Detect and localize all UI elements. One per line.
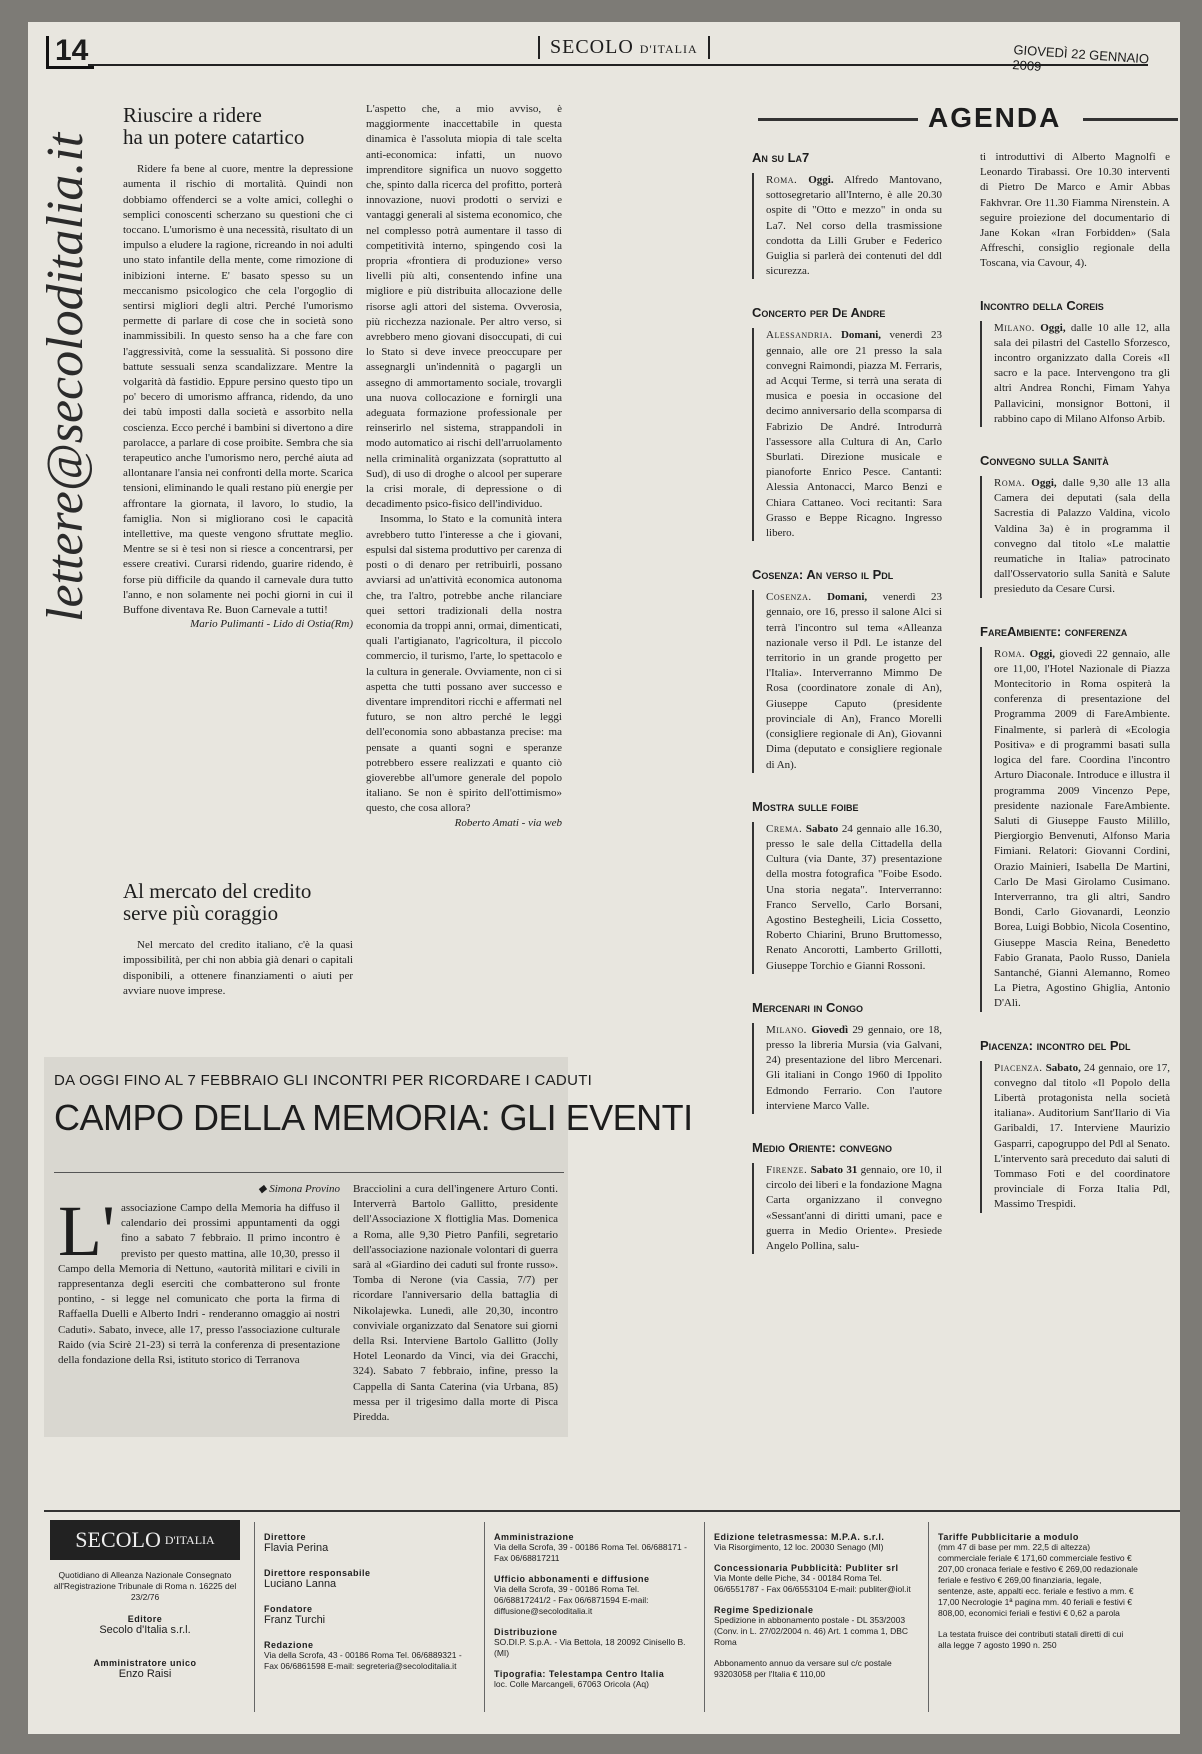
event-place: Piacenza. [994, 1061, 1043, 1074]
event-body [752, 328, 942, 541]
event-title: Cosenza: An verso il Pdl [752, 567, 894, 583]
event-title: Mercenari in Congo [752, 999, 863, 1015]
tariffe-value: (mm 47 di base per mm. 22,5 di altezza) commerciale feriale € 171,60 commerciale festivo € 207,00 cronaca feriale e festivo € 269,00 redazionale feriale e festivo € 269,00 finanziaria, legale, sentenze, aste, appalti ecc. feriale e festivo a mm. € 17,00 Necrologie 1ª pagina mm. 40 feriali e festivi € 808,00, economici feriali e festivi € 0,62 a parola [938, 1542, 1138, 1618]
agenda-event [752, 567, 942, 772]
event-body [980, 647, 1170, 1012]
agenda-event [980, 298, 1170, 427]
event-body [980, 321, 1170, 427]
letter1-body [123, 162, 353, 618]
pubblicita-label: Concessionaria Pubblicità: Publiter srl [714, 1563, 899, 1573]
footer-col-tariffe [938, 1532, 1138, 1651]
event-day: Oggi. [808, 174, 834, 186]
footer-divider [704, 1522, 705, 1712]
memoria-col1 [58, 1182, 340, 1368]
agenda-event [980, 624, 1170, 1012]
footer-logo [50, 1520, 240, 1560]
event-title: Concerto per De Andre [752, 305, 886, 321]
letter2-title-line2: serve più coraggio [123, 901, 279, 926]
footer-logo-name: SECOLO [75, 1527, 161, 1552]
direttore-label: Direttore [264, 1532, 307, 1542]
event-day: Domani, [827, 591, 868, 604]
letter2-continued [366, 102, 562, 829]
letter2-body-cont-text: L'aspetto che, a mio avviso, è maggiormente inaccettabile in questa dinamica è l'assoluta miopia di tale scelta anti-economica: infatti, un nuovo imprenditore significa un nuovo soggetto che, spinto dalla ricerca del profitto, porterà innovazione, nuovi prodotti o servizi e vantaggi generali al sistema economico, che nel complesso potrà aumentare il tasso di competitività interno, spingendo così la propria «frontiera di produzione» verso livelli più alti, consentendo infine una migliore e più distribuita allocazione delle risorse agli attori del sistema. Ovverosia, più ricchezza nazionale. Per altro verso, si avrebbero meno giovani disoccupati, di cui lo Stato si deve invece preoccupare per assegnargli un'indennità o pagargli un assegno di ammortamento sociale, trovargli una nuova collocazione e fornirgli una adeguata formazione professionale per reinserirlo nel sistema, strappandoli in modo automatico ai rischi dell'arruolamento nella criminalità organizzata (soprattutto al Sud), di uso di droghe o alcool per superare la crisi morale, di depressione o di decadimento psico-fisico dell'individuo. [366, 103, 562, 511]
event-day: Sabato [805, 822, 839, 835]
letter2-body-start-text: Nel mercato del credito italiano, c'è la quasi impossibilità, per chi non abbia già denari o capitali disponibili, a ottenere finanziamenti o aiuti per avviare nuove imprese. [123, 939, 353, 997]
event-title: An su La7 [752, 150, 810, 165]
resp-label: Direttore responsabile [264, 1568, 371, 1578]
footer-editore [50, 1614, 240, 1636]
event-text: Alfredo Mantovano, sottosegretario all'Interno, è alle 20.30 ospite di "Otto e mezzo" in onda su La7. Nel corso della trasmissione condotta da Lilli Gruber e Federico Guiglia si parlerà dei contenuti del ddl sicurezza. [766, 174, 942, 278]
event-title: Incontro della Coreis [980, 297, 1104, 313]
abbonamento-annuo: Abbonamento annuo da versare sul c/c postale 93203058 per l'Italia € 110,00 [714, 1658, 892, 1679]
event-day: Sabato, [1045, 1061, 1081, 1074]
letter2-title [123, 880, 353, 924]
memoria-title: CAMPO DELLA MEMORIA: GLI EVENTI [54, 1097, 693, 1138]
event-place: Roma. [994, 477, 1026, 490]
event-text: venerdì 23 gennaio, alle ore 21 presso la sala convegni Raimondi, piazza M. Ferraris, ad Acqui Terme, si terrà una serata di musica e poesia in occasione del decimo anniversario della scomparsa di Fabrizio De André. Introdurrà l'assessore alla Cultura di An, Carlo Sburlati. Direzione musicale e pianoforte Enrico Pesce. Cantanti: Alessia Antonacci, Marco Benzi e Chiara Cattaneo. Voci recitanti: Sara Grasso e Beppe Ricagno. Ingresso libero. [766, 329, 942, 540]
footer-col-pubblicita [714, 1532, 919, 1680]
agenda-rule-left [758, 118, 918, 121]
event-body [752, 1023, 942, 1114]
agenda-event [980, 1038, 1170, 1213]
amministrazione-label: Amministrazione [494, 1532, 575, 1542]
redazione-value: Via della Scrofa, 43 - 00186 Roma Tel. 06/6889321 - Fax 06/6861598 E-mail: segreteria@secoloditalia.it [264, 1650, 462, 1671]
event-body [752, 822, 942, 974]
event-text: giovedì 22 gennaio, alle ore 11,00, l'Hotel Nazionale di Piazza Montecitorio in Roma ospiterà la conferenza di presentazione del Programma 2009 di FareAmbiente. Finalmente, si parlerà di «Ecologia Positiva» e di programmi basati sulla logica del fare. Coordina l'incontro Arturo Diaconale. Introduce e illustra il programma 2009 Vincenzo Pepe, presidente nazionale FareAmbiente. Saluti di Giuseppe Fausto Milillo, Piergiorgio Benvenuti, Alfonso Maria Fimiani. Relatori: Giovanni Cordini, Orazio Mainieri, Isabella De Martini, Carlo De Masi Girolamo Cusimano. Interverranno, tra gli altri, Sandro Bondi, Carlo Giovanardi, Leonzio Borea, Luigi Bobbio, Nicola Cosentino, Giuseppe Mascia Reina, Benedetto Fabio Granata, Paolo Russo, Daniela Santanché, Gianni Alemanno, Romeo La Pietra, Agostino Ghiglia, Antonio D'Alì. [994, 647, 1171, 1010]
memoria-author: ◆ Simona Provino [258, 1183, 340, 1195]
memoria-dropcap: L' [58, 1191, 115, 1271]
memoria-rule [54, 1172, 564, 1173]
tipografia-label: Tipografia: Telestampa Centro Italia [494, 1669, 665, 1679]
letter2-signature: Roberto Amati - via web [454, 816, 562, 829]
letter1-body-text: Ridere fa bene al cuore, mentre la depressione aumenta il rischio di mortalità. Quindi non dobbiamo offenderci se a volte amici, colleghi o semplici conoscenti scherzano su questioni che ci toccano. L'umorismo è una necessità, risultato di un impulso a eludere la ragione, ricreando in noi adulti uno stato infantile della mente, come rimozione di inibizioni interne. E' basato spesso su un meccanismo psicologico che cela l'orgoglio di sentirsi migliori degli altri. Perché l'umorismo permette di parlare di cose che in società sono inammissibili. In questo senso ha a che fare con l'aggressività, come la sessualità. Si possono dire battute sessuali senza scandalizzare. Mentre la volgarità dà fastidio. Eppure persino questo tipo un po' becero di umorismo affranca, ridendo, da uno dei tabù imposti dalla società e assorbito nella coscienza. Ecco perché i bambini si divertono a dire parolacce, a parlare di cose proibite. Sembra che sia terapeutico anche l'umorismo nero, perché aiuta ad allontanare l'ansia nei confronti della morte. Scarica tensioni, eliminando le quali restano più energie per affrontare la giornata, il lavoro, lo studio, la famiglia. Non si migliorano così le capacità intellettive, ma queste vengono sfruttate meglio. Mentre se si è tesi non si riesce a concentrarsi, per essere creativi. Curarsi ridendo, guarire ridendo, è forse più difficile da quando il carnevale dura tutto l'anno, e non solamente nei pochi giorni in cui il Buffone diventava Re. Buon Carnevale a tutti! [123, 163, 353, 616]
testata-note: La testata fruisce dei contributi statali diretti di cui alla legge 7 agosto 1990 n. 250 [938, 1629, 1124, 1650]
footer-quotidiano: Quotidiano di Alleanza Nazionale Consegnato all'Registrazione Tribunale di Roma n. 16225 del 23/2/76 [53, 1570, 237, 1602]
regime-label: Regime Spedizionale [714, 1605, 814, 1615]
event-body [980, 150, 1170, 272]
resp-value: Luciano Lanna [264, 1578, 337, 1590]
event-place: Roma. [994, 647, 1026, 660]
letter1-title [123, 104, 353, 148]
event-text: 24 gennaio alle 16.30, presso le sale della Cittadella della Cultura (via Dante, 37) presentazione della mostra fotografica "Foibe Esodo. Una storia negata". Interverranno: Franco Servello, Carlo Borsani, Agostino Bestegheili, Licia Cossetto, Roberto Chiarini, Bruno Bruttomesso, Renato Ancorotti, Lamberto Grillotti, Giuseppe Torchio e Gianni Rossoni. [766, 822, 943, 972]
agenda-event [752, 1000, 942, 1114]
event-place: Firenze. [766, 1163, 808, 1176]
agenda-event [752, 1140, 942, 1254]
event-text: dalle 9,30 alle 13 alla Camera dei deputati (sala della Sacrestia di Palazzo Valdina, vicolo Valdina 3a) è in programma il convegno dal titolo «Le malattie reumatiche in Italia» patrocinato dall'Osservatorio sulla Sanità e Salute presieduto da Cesare Cursi. [994, 477, 1171, 596]
event-place: Roma. [766, 174, 798, 186]
letter1-title-line2: ha un potere catartico [123, 125, 305, 150]
teletrasm-label: Edizione teletrasmessa: M.P.A. s.r.l. [714, 1532, 885, 1542]
letter2-body-start [123, 938, 353, 999]
event-day: Oggi, [1029, 647, 1056, 660]
event-text: venerdì 23 gennaio, ore 16, presso il salone Alci si terrà l'incontro sul tema «Alleanza nazionale verso il Pdl. Le istanze del territorio in un grande progetto per l'Italia». Interverranno Mimmo De Rosa (coordinatore zonale di An), Giuseppe Caputo (presidente provinciale di An), Franco Morelli (consigliere regionale di An), Giovanni Dima (deputato e consigliere regionale di An). [766, 591, 943, 771]
abbonamenti-value: Via della Scrofa, 39 - 00186 Roma Tel. 06/68817241/2 - Fax 06/6871594 E-mail: diffusione@secoloditalia.it [494, 1584, 649, 1616]
event-day: Oggi, [1031, 477, 1057, 490]
redazione-label: Redazione [264, 1640, 314, 1650]
amministrazione-value: Via della Scrofa, 39 - 00186 Roma Tel. 06/688171 - Fax 06/68817211 [494, 1542, 687, 1563]
agenda-rule-right [1083, 118, 1178, 121]
letter1 [123, 104, 353, 630]
event-text: 24 gennaio, ore 17, convegno dal titolo «Il Popolo della Libertà protagonista nella società italiana». Auditorium Sant'Ilario di Via Garibaldi, 17. Interviene Maurizio Gasparri, capogruppo del Pdl al Senato. L'intervento sarà preceduto dai saluti di Tommaso Foti e del coordinatore provinciale di Forza Italia Pdl, Massimo Trespidi. [994, 1061, 1171, 1211]
agenda-column-b [980, 150, 1170, 1213]
editore-value: Secolo d'Italia s.r.l. [99, 1624, 191, 1636]
event-title: FareAmbiente: conferenza [980, 623, 1128, 639]
masthead [538, 36, 710, 59]
tariffe-label: Tariffe Pubblicitarie a modulo [938, 1532, 1079, 1542]
sidebar-email-title: lettere@secoloditalia.it [37, 132, 94, 622]
footer-divider [484, 1522, 485, 1712]
pubblicita-value: Via Monte delle Piche, 34 - 00184 Roma Tel. 06/6551787 - Fax 06/6553104 E-mail: publiter@iol.it [714, 1573, 911, 1594]
fondatore-value: Franz Turchi [264, 1614, 326, 1626]
fondatore-label: Fondatore [264, 1604, 313, 1614]
memoria-col2-body [353, 1182, 558, 1425]
event-place: Crema. [766, 822, 803, 835]
event-title: Mostra sulle foibe [752, 798, 859, 814]
letter1-signature: Mario Pulimanti - Lido di Ostia(Rm) [190, 618, 353, 631]
letter2-body-cont2-text: Insomma, lo Stato e la comunità intera avrebbero tutto l'interesse a che i giovani, espulsi dal sistema produttivo per carenza di posti o di denaro per retribuirli, possano avviarsi ad un'attività economica autonoma che, tra l'altro, potrebbe anche rilanciare quei settori tradizionali della nostra economia da troppi anni, ormai, dimenticati, quali l'artigianato, l'agricoltura, il piccolo commercio, il turismo, l'arte, lo spettacolo e la cultura in generale. Ovviamente, non ci si aspetta che tutti possano aver successo e diventare imprenditori ricchi e affermati nel futuro, se non altro perché le leggi dell'economia sono abbastanza precise: ma pensate a quanti sogni e speranze potrebbero essere realizzati e quanto ciò gioverebbe all'umore generale del popolo italiano. Se non è spirito dell'ottimismo» questo, che cosa allora? [366, 513, 562, 815]
footer-amministratore [50, 1658, 240, 1680]
event-body [752, 173, 942, 279]
event-text: gennaio, ore 10, il circolo dei liberi e la fondazione Magna Carta organizzano il convegno «Sessant'anni di diritti umani, pace e guerra in Medio Oriente». Presiede Angelo Pollina, salu- [766, 1163, 943, 1252]
memoria-col2 [353, 1182, 558, 1425]
event-text: dalle 10 alle 12, alla sala dei pilastri del Castello Sforzesco, incontro organizzato dalla Coreis «Il sacro e la pace. Intervengono tra gli altri Andrea Ronchi, Fimam Yahya Pallavicini, monsignor Bottoni, il rabbino capo di Milano Alfonso Arbib. [994, 321, 1171, 425]
amministratore-label: Amministratore unico [93, 1658, 197, 1668]
event-body [980, 1061, 1170, 1213]
memoria-kicker: DA OGGI FINO AL 7 FEBBRAIO GLI INCONTRI PER RICORDARE I CADUTI [54, 1072, 593, 1089]
event-place: Milano. [994, 321, 1035, 334]
footer-divider [928, 1522, 929, 1712]
event-text: ti introduttivi di Alberto Magnolfi e Leonardo Tirabassi. Ore 10.30 interventi di Pietro De Marco e Amir Abbas Fakhvrar. Ore 11.30 Fiamma Nirenstein. A seguire proiezione del documentario di Jane Kokan «Iran Forbidden» (Sala Affreschi, consiglio regionale della Toscana, via Cavour, 4). [980, 151, 1170, 270]
event-title: Medio Oriente: convegno [752, 1139, 893, 1155]
agenda-event [752, 305, 942, 541]
memoria-col1-body [58, 1191, 340, 1368]
event-body [980, 476, 1170, 598]
letter1-title-line1: Riuscire a ridere [123, 103, 262, 127]
event-place: Alessandria. [766, 329, 833, 342]
header-date: GIOVEDÌ 22 GENNAIO 2009 [1011, 42, 1150, 74]
agenda-event [752, 799, 942, 974]
agenda-title: AGENDA [928, 102, 1062, 133]
event-place: Milano. [766, 1023, 807, 1036]
footer-col-direzione [264, 1532, 474, 1672]
event-body [752, 1163, 942, 1254]
letter2-title-line1: Al mercato del credito [123, 879, 312, 903]
event-day: Giovedì [811, 1023, 848, 1036]
event-text: 29 gennaio, ore 18, presso la libreria Mursia (via Galvani, 24) presentazione del libro Mercenari. Gli italiani in Congo 1960 di Ippolito Edmondo Ferrario. Con l'autore interviene Marco Valle. [766, 1023, 942, 1112]
event-day: Oggi, [1040, 321, 1066, 334]
event-day: Sabato 31 [810, 1163, 858, 1176]
footer-divider [254, 1522, 255, 1712]
letter2 [123, 880, 353, 999]
page-number: 14 [46, 36, 94, 69]
distribuzione-value: SO.DI.P. S.p.A. - Via Bettola, 18 20092 Cinisello B. (MI) [494, 1637, 686, 1658]
letter2-body-cont [366, 102, 562, 817]
event-title: Convegno sulla Sanità [980, 453, 1109, 469]
abbonamenti-label: Ufficio abbonamenti e diffusione [494, 1574, 650, 1584]
newspaper-page [28, 22, 1180, 1734]
event-place: Cosenza. [766, 591, 812, 604]
agenda-column-a [752, 150, 942, 1254]
amministratore-value: Enzo Raisi [118, 1668, 172, 1680]
footer-logo-suffix: D'ITALIA [164, 1532, 215, 1547]
agenda-event [752, 150, 942, 279]
teletrasm-value: Via Risorgimento, 12 loc. 20030 Senago (MI) [714, 1542, 884, 1552]
memoria-col1-text: associazione Campo della Memoria ha diffuso il calendario dei prossimi appuntamenti da oggi fino a sabato 7 febbraio. Il primo incontro è previsto per questo mattina, alle 10,30, presso il Campo della Memoria di Nettuno, «autorità militari e civili in rappresentanza degli eserciti che combatterono sul fronte pontino, - si legge nel comunicato che porta la firma di Raffaella Duelli e Alberto Indri - renderanno omaggio ai nostri Caduti». Sabato, invece, alle 17, presso l'associazione culturale Raido (via Scirè 21-23) si terrà la conferenza di presentazione della fondazione della Rsi, istituto storico di Terranova [58, 1202, 340, 1367]
agenda-event [980, 150, 1170, 272]
agenda-event [980, 453, 1170, 598]
memoria-col2-text: Bracciolini a cura dell'ingenere Arturo Conti. Interverrà Bartolo Gallitto, presidente dell'Associazione X flottiglia Mas. Domenica a Roma, alle 9,30 Pietro Panfili, segretario dell'associazione nazionale volontari di guerra sarà al «Giardino dei caduti sul fronte russo». Tomba di Nerone (via Cassia, 7/7) per ricordare l'anniversario della battaglia di Nikolajewka. Lunedì, alle 20,30, incontro conviviale organizzato dal Senatore sui giorni della Rsi. Interviene Bartolo Gallitto (Jolly Hotel Leonardo da Vinci, via dei Gracchi, 324). Sabato 7 febbraio, infine, presso la Cappella di Santa Caterina (via Urbana, 85) messa per il trigesimo dalla morte di Pisca Piredda. [353, 1183, 558, 1424]
masthead-suffix: D'ITALIA [639, 42, 698, 56]
header-rule [88, 64, 1148, 66]
event-title: Piacenza: incontro del Pdl [980, 1037, 1131, 1053]
direttore-value: Flavia Perina [264, 1542, 329, 1554]
event-day: Domani, [840, 329, 882, 342]
distribuzione-label: Distribuzione [494, 1627, 558, 1637]
footer-col-amministrazione [494, 1532, 694, 1690]
regime-value: Spedizione in abbonamento postale - DL 353/2003 (Conv. in L. 27/02/2004 n. 46) Art. 1 comma 1, DBC Roma [714, 1615, 909, 1647]
masthead-name: SECOLO [550, 36, 634, 58]
tipografia-value: loc. Colle Marcangeli, 67063 Oricola (Aq) [494, 1679, 649, 1689]
event-body [752, 590, 942, 772]
editore-label: Editore [127, 1614, 163, 1624]
